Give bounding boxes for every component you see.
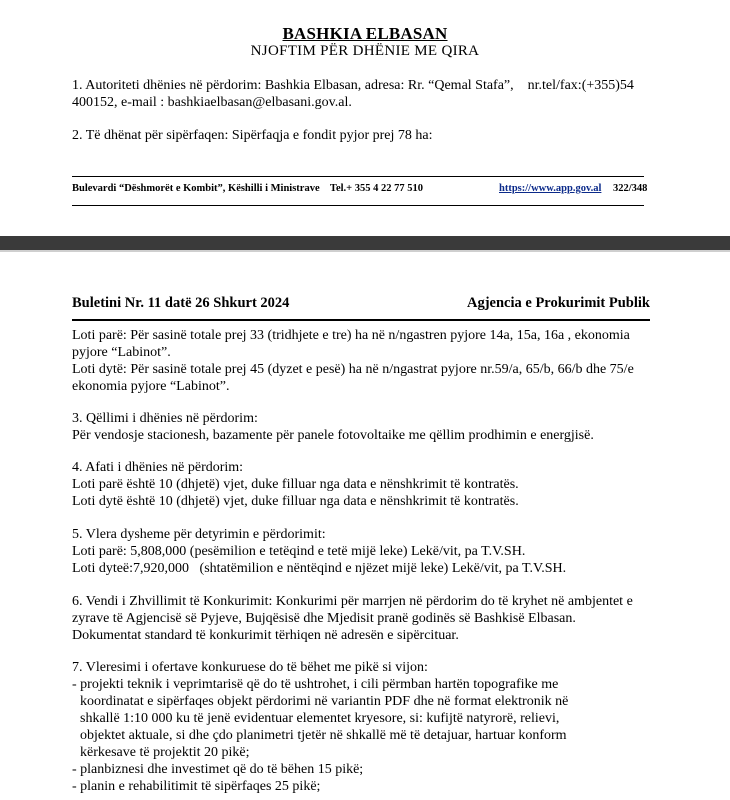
text-line: 1. Autoriteti dhënies në përdorim: Bashkia Elbasan, adresa: Rr. “Qemal Stafa”, nr.tel/fax:(+355)54 bbox=[72, 78, 634, 93]
document-title: BASHKIA ELBASAN bbox=[282, 24, 448, 43]
text-line: Loti dyteë:7,920,000 (shtatëmilion e nëntëqind e njëzet mijë leke) Lekë/vit, pa T.V.SH. bbox=[72, 561, 567, 576]
document-subtitle: NJOFTIM PËR DHËNIE ME QIRA bbox=[250, 43, 480, 59]
section-heading: 7. Vleresimi i ofertave konkuruese do të bëhet me pikë si vijon: bbox=[72, 660, 428, 675]
footer-address: Bulevardi “Dëshmorët e Kombit”, Këshilli i Ministrave Tel.+ 355 4 22 77 510 bbox=[72, 183, 424, 194]
text-line: Loti dytë: Për sasinë totale prej 45 (dyzet e pesë) ha në n/ngastrat pyjore nr.59/a, 65/b, 66/b dhe 75/e bbox=[72, 362, 634, 377]
text-line: Loti dytë është 10 (dhjetë) vjet, duke filluar nga data e nënshkrimit të kontratës. bbox=[72, 494, 519, 509]
section-4-term bbox=[72, 459, 650, 510]
text-line: 6. Vendi i Zhvillimit të Konkurimit: Konkurimi për marrjen në përdorim do të kryhet në ambjentet e bbox=[72, 594, 633, 609]
item-1-authority bbox=[72, 77, 650, 111]
text-line: pyjore “Labinot”. bbox=[72, 345, 171, 360]
text-line: 400152, e-mail : bashkiaelbasan@elbasani.gov.al. bbox=[72, 95, 352, 110]
list-item-continuation: objektet aktuale, si dhe çdo planimetri tjetër në shkallë më të detajuar, hartuar konform bbox=[80, 728, 567, 743]
document-page-1 bbox=[0, 0, 730, 236]
item-2-surface bbox=[72, 127, 650, 144]
text-line: Për vendosje stacionesh, bazamente për panele fotovoltaike me qëllim prodhimin e energjisë. bbox=[72, 428, 594, 443]
section-7-evaluation bbox=[72, 659, 650, 795]
document-page-2 bbox=[0, 250, 730, 800]
section-3-purpose bbox=[72, 410, 650, 444]
section-6-venue bbox=[72, 593, 650, 644]
section-5-floor-value bbox=[72, 526, 650, 577]
section-heading: 3. Qëllimi i dhënies në përdorim: bbox=[72, 411, 258, 426]
header-rule bbox=[72, 319, 650, 321]
page-separator bbox=[0, 236, 730, 250]
footer-url-link[interactable]: https://www.app.gov.al bbox=[499, 183, 602, 194]
footer-page-number: 322/348 bbox=[613, 183, 648, 194]
footer-rule-top bbox=[72, 176, 644, 177]
lots-description bbox=[72, 327, 650, 395]
text-line: ekonomia pyjore “Labinot”. bbox=[72, 379, 230, 394]
text-line: Dokumentat standard të konkurimit tërhiqen në adresën e sipërcituar. bbox=[72, 628, 459, 643]
footer-rule-bottom bbox=[72, 205, 644, 206]
list-item-continuation: kërkesave të projektit 20 pikë; bbox=[80, 745, 250, 760]
text-line: 2. Të dhënat për sipërfaqen: Sipërfaqja e fondit pyjor prej 78 ha: bbox=[72, 128, 433, 143]
section-heading: 4. Afati i dhënies në përdorim: bbox=[72, 460, 244, 475]
text-line: Loti parë është 10 (dhjetë) vjet, duke filluar nga data e nënshkrimit të kontratës. bbox=[72, 477, 519, 492]
list-item: - planin e rehabilitimit të sipërfaqes 25 pikë; bbox=[72, 779, 321, 794]
agency-header: Agjencia e Prokurimit Publik bbox=[467, 295, 650, 311]
section-heading: 5. Vlera dysheme për detyrimin e përdorimit: bbox=[72, 527, 326, 542]
list-item: - projekti teknik i veprimtarisë që do të ushtrohet, i cili përmban hartën topografike me bbox=[72, 677, 559, 692]
text-line: Loti parë: 5,808,000 (pesëmilion e tetëqind e tetë mijë leke) Lekë/vit, pa T.V.SH. bbox=[72, 544, 526, 559]
text-line: zyrave të Agjencisë së Pyjeve, Bujqësisë dhe Mjedisit pranë godinës së Bashkisë Elbasan. bbox=[72, 611, 576, 626]
text-line: Loti parë: Për sasinë totale prej 33 (tridhjete e tre) ha në n/ngastren pyjore 14a, 15a, 16a , ekonomia bbox=[72, 328, 630, 343]
list-item: - planbiznesi dhe investimet që do të bëhen 15 pikë; bbox=[72, 762, 364, 777]
bulletin-header: Buletini Nr. 11 datë 26 Shkurt 2024 bbox=[72, 295, 290, 311]
list-item-continuation: shkallë 1:10 000 ku të jenë evidentuar elementet kryesore, si: kufijtë natyrorë, relievi, bbox=[80, 711, 560, 726]
list-item-continuation: koordinatat e sipërfaqes objekt përdorimi në variantin PDF dhe në format elektronik në bbox=[80, 694, 569, 709]
